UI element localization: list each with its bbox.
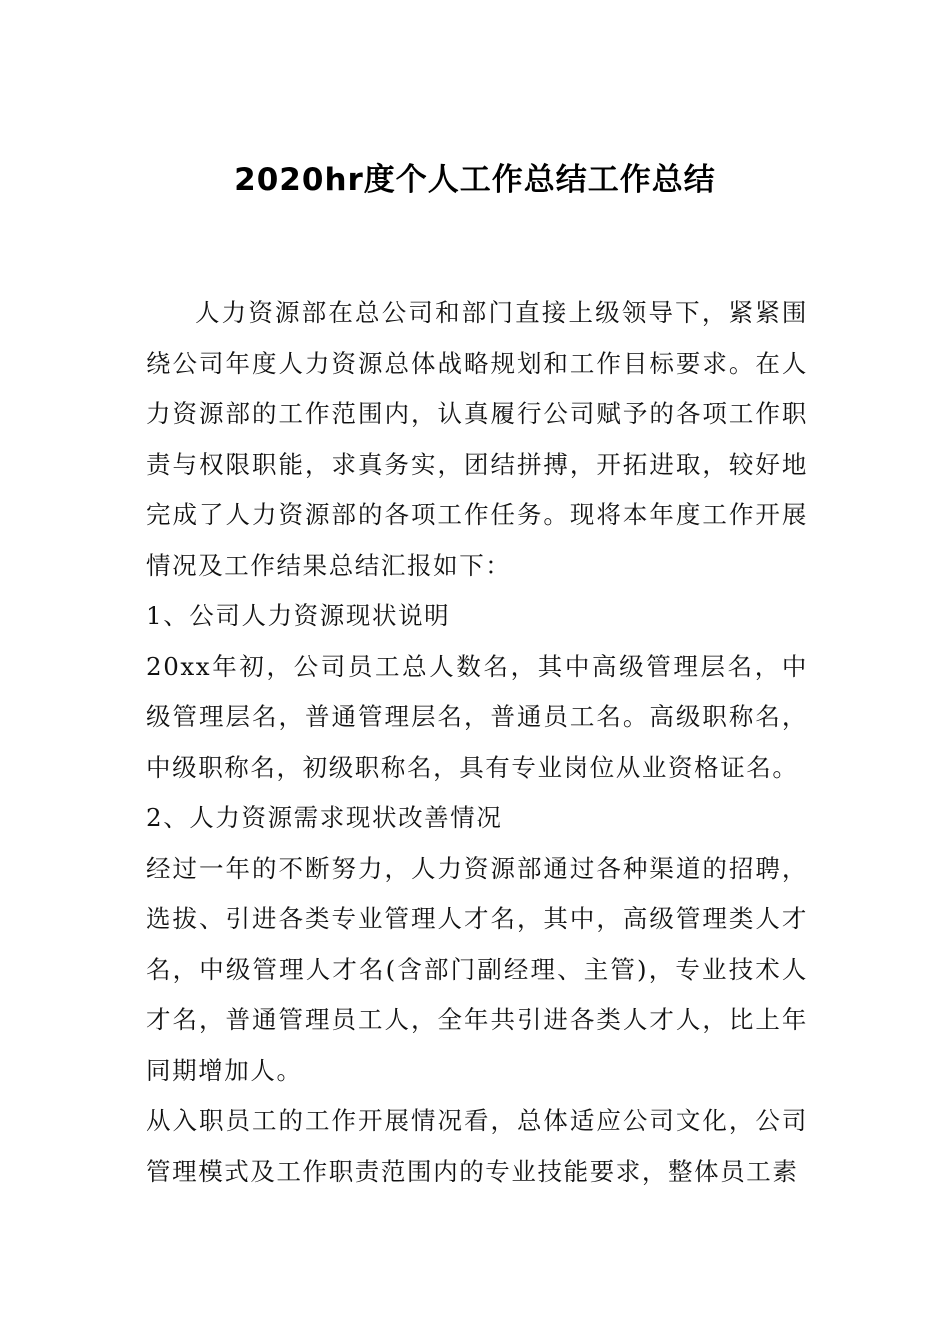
paragraph-recruitment: 经过一年的不断努力，人力资源部通过各种渠道的招聘，选拔、引进各类专业管理人才名，其中，高级管理类人才名，中级管理人才名(含部门副经理、主管)，专业技术人才名，普通管理员工人，全年共引进各类人才人，比上年同期增加人。	[146, 853, 808, 1085]
paragraph-new-staff: 从入职员工的工作开展情况看，总体适应公司文化，公司管理模式及工作职责范围内的专业技能要求，整体员工素	[146, 1106, 808, 1186]
paragraph-staff-status: 20xx年初，公司员工总人数名，其中高级管理层名，中级管理层名，普通管理层名，普通员工名。高级职称名，中级职称名，初级职称名，具有专业岗位从业资格证名。	[146, 651, 808, 782]
section-heading-1: 1、公司人力资源现状说明	[146, 601, 451, 630]
document-body	[146, 288, 808, 1197]
paragraph-intro: 人力资源部在总公司和部门直接上级领导下，紧紧围绕公司年度人力资源总体战略规划和工作目标要求。在人力资源部的工作范围内，认真履行公司赋予的各项工作职责与权限职能，求真务实，团结拼搏，开拓进取，较好地完成了人力资源部的各项工作任务。现将本年度工作开展情况及工作结果总结汇报如下：	[146, 298, 808, 580]
section-heading-2: 2、人力资源需求现状改善情况	[146, 803, 503, 832]
document-title: 2020hr度个人工作总结工作总结	[234, 162, 716, 198]
